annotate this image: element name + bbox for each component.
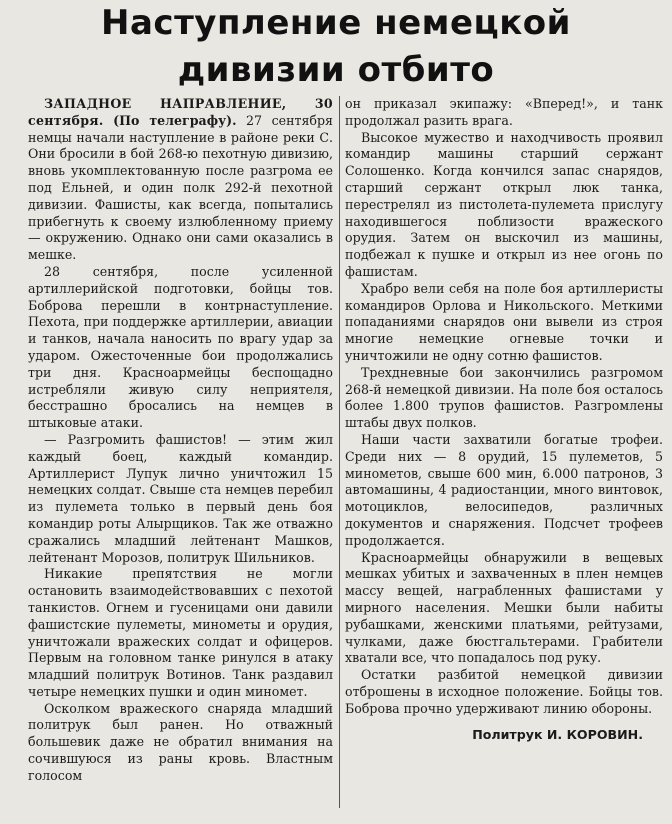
paragraph-4: Никакие препятствия не могли остановить взаимодействовавших с пехотой танкистов. Огнем и гусеницами они давили фашистские пулеметы, минометы и орудия, уничтожали вражеских солдат и офицеров. Первым на головном танке ринулся в атаку младший политрук Вотинов. Танк раздавил четыре немецких пушки и один миномет.	[28, 566, 333, 699]
paragraph-6: Высокое мужество и находчивость проявил командир машины старший сержант Солошенко. Когда кончился запас снарядов, старший сержант открыл люк танка, перестрелял из пистолета-пулемета прислугу находившегося поблизости вражеского орудия. Затем он выскочил из машины, подбежал к пушке и открыл из нее огонь по фашистам.	[345, 129, 663, 279]
paragraph-8: Трехдневные бои закончились разгромом 268-й немецкой дивизии. На поле боя осталось более 1.800 трупов фашистов. Разгромлены штабы двух полков.	[345, 364, 663, 431]
author-signature: Политрук И. КОРОВИН.	[472, 727, 643, 743]
headline-line-2: дивизии отбито	[177, 50, 495, 90]
paragraph-5-continued: он приказал экипажу: «Вперед!», и танк продолжал разить врага.	[345, 96, 663, 128]
telegraph-note: (По телеграфу).	[113, 112, 237, 128]
left-column	[28, 96, 333, 785]
column-divider	[339, 96, 340, 808]
paragraph-11: Остатки разбитой немецкой дивизии отброшены в исходное положение. Бойцы тов. Боброва прочно удерживают линию обороны.	[345, 667, 663, 716]
paragraph-10: Красноармейцы обнаружили в вещевых мешках убитых и захваченных в плен немцев массу вещей, награбленных фашистами у мирного населения. Мешки были набиты рубашками, женскими платьями, рейтузами, чулками, даже бюстгальтерами. Грабители хватали все, что попадалось под руку.	[345, 549, 663, 666]
paragraph-5: Осколком вражеского снаряда младший политрук был ранен. Но отважный большевик даже не обратил внимания на сочившуюся из раны кровь. Властным голосом	[28, 700, 333, 783]
paragraph-1	[28, 96, 333, 264]
paragraph-3: — Разгромить фашистов! — этим жил каждый боец, каждый командир. Артиллерист Лупук лично уничтожил 15 немецких солдат. Свыше ста немцев перебил из пулемета только в первый день боя командир роты Алырщиков. Так же отважно сражались младший лейтенант Машков, лейтенант Морозов, политрук Шильников.	[28, 431, 333, 565]
paragraph-9: Наши части захватили богатые трофеи. Среди них — 8 орудий, 15 пулеметов, 5 минометов, свыше 600 мин, 6.000 патронов, 3 автомашины, 4 радиостанции, много винтовок, мотоциклов, велосипедов, различных документов и снаряжения. Подсчет трофеев продолжается.	[345, 431, 663, 548]
headline	[8, 0, 664, 96]
paragraph-7: Храбро вели себя на поле боя артиллеристы командиров Орлова и Никольского. Меткими попаданиями снарядов они вывели из строя многие немецкие огневые точки и уничтожили не одну сотню фашистов.	[345, 280, 663, 363]
right-column	[345, 96, 663, 744]
paragraph-2: 28 сентября, после усиленной артиллерийской подготовки, бойцы тов. Боброва перешли в контрнаступление. Пехота, при поддержке артиллерии, авиации и танков, начала наносить по врагу удар за ударом. Ожесточенные бои продолжались три дня. Красноармейцы беспощадно истребляли живую силу неприятеля, бесстрашно бросались на немцев в штыковые атаки.	[28, 263, 333, 431]
headline-line-1: Наступление немецкой	[101, 3, 571, 43]
dateline: ЗАПАДНОЕ НАПРАВЛЕНИЕ, 30 сентября.	[28, 96, 333, 128]
paragraph-1-text: 27 сентября немцы начали наступление в районе реки С. Они бросили в бой 268-ю пехотную дивизию, вновь укомплектованную после разгрома ее под Ельней, и один полк 292-й пехотной дивизии. Фашисты, как всегда, попытались прибегнуть к своему излюбленному приему — окружению. Однако они сами оказались в мешке.	[28, 112, 333, 263]
